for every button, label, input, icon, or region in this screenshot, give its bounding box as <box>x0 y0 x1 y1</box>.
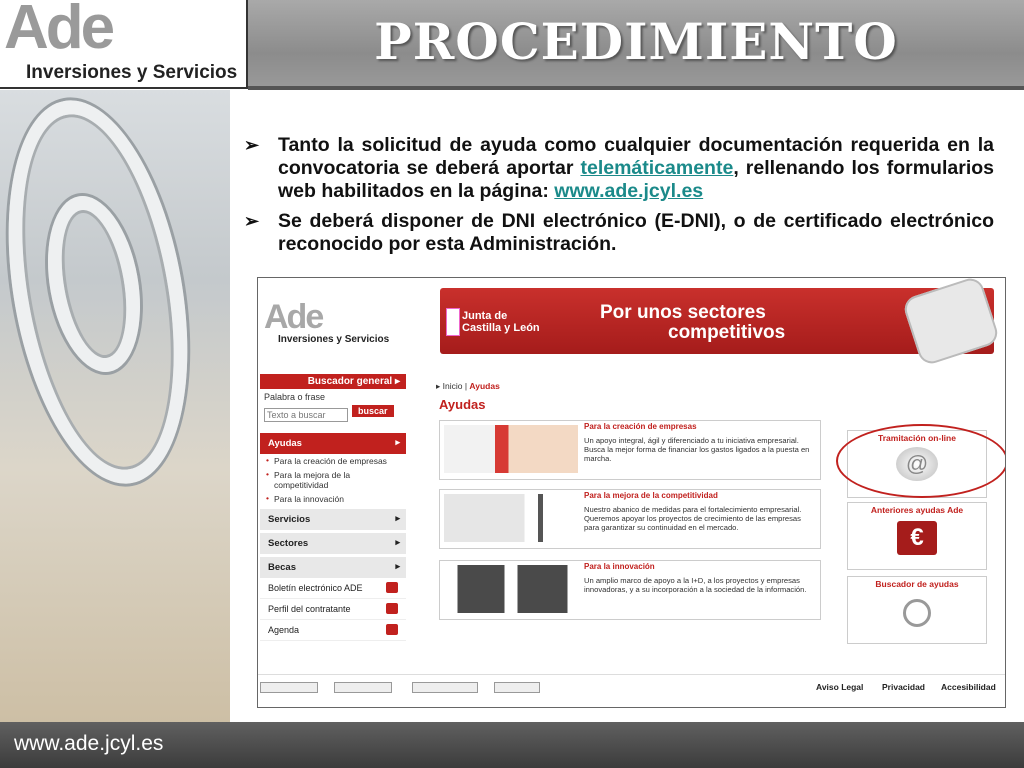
arrow-bullet-icon: ➢ <box>244 135 260 155</box>
search-label: Palabra o frase <box>264 392 326 402</box>
at-sign-photo <box>0 90 230 722</box>
jcyl-logo-text <box>462 310 540 334</box>
menu-item-ayudas[interactable] <box>260 433 406 454</box>
ade-website-link[interactable]: www.ade.jcyl.es <box>554 180 704 202</box>
calendar-icon <box>386 624 398 635</box>
anteriores-ayudas-box[interactable] <box>847 502 987 570</box>
slide-footer <box>0 722 1024 768</box>
breadcrumb-home[interactable]: Inicio <box>442 381 463 391</box>
boletin-link[interactable] <box>260 578 406 599</box>
dark-puzzle-image <box>444 565 578 613</box>
breadcrumb: ▸ Inicio | Ayudas <box>436 381 500 391</box>
aviso-legal-link[interactable]: Aviso Legal <box>816 682 864 692</box>
site-logo: Ade <box>264 298 323 336</box>
submenu-item[interactable]: • Para la mejora de la competitividad <box>260 468 406 492</box>
bullet-item <box>244 210 994 256</box>
chevron-right-icon: ▸ <box>395 561 400 571</box>
accesibilidad-link[interactable]: Accesibilidad <box>941 682 996 692</box>
submenu-item[interactable]: • Para la creación de empresas <box>260 454 406 468</box>
bullet-item <box>244 134 994 203</box>
card-title: Para la creación de empresas <box>584 422 697 431</box>
link-label: Perfil del contratante <box>268 604 351 614</box>
card-text: Nuestro abanico de medidas para el fortalecimiento empresarial. Queremos apoyar los proyectos de crecimiento de las empresas para garantizar su continuidad en el mercado. <box>584 505 802 533</box>
site-footer <box>258 674 1005 699</box>
search-input[interactable]: Texto a buscar <box>264 408 348 422</box>
agenda-link[interactable] <box>260 620 406 641</box>
site-banner <box>440 288 994 354</box>
card-competitividad[interactable] <box>439 489 821 549</box>
bullet-text: Se deberá disponer de DNI electrónico (E-DNI), o de certificado electrónico reconocido por esta Administración. <box>278 210 994 255</box>
search-header: Buscador general ▸ <box>260 374 406 389</box>
at-sign-icon: @ <box>896 447 938 481</box>
submenu-item[interactable]: • Para la innovación <box>260 492 406 506</box>
card-title: Para la innovación <box>584 562 655 571</box>
arrow-bullet-icon: ➢ <box>244 211 260 231</box>
card-text: Un amplio marco de apoyo a la I+D, a los proyectos y empresas innovadoras, y a su incorporación a la sociedad de la información. <box>584 576 807 595</box>
menu-item-servicios[interactable] <box>260 509 406 530</box>
header-divider <box>248 86 1024 90</box>
magnifier-icon <box>903 599 931 627</box>
ade-logo <box>0 0 248 89</box>
card-creacion-empresas[interactable] <box>439 420 821 480</box>
puzzle-piece-icon <box>901 277 1001 367</box>
breadcrumb-current: Ayudas <box>469 381 500 391</box>
link-label: Agenda <box>268 625 300 635</box>
chevron-right-icon: ▸ <box>395 437 400 447</box>
buscador-ayudas-box[interactable] <box>847 576 987 644</box>
logo-subtitle: Inversiones y Servicios <box>26 62 238 83</box>
perfil-contratante-link[interactable] <box>260 599 406 620</box>
logo-text: Ade <box>4 0 113 62</box>
card-text: Un apoyo integral, ágil y diferenciado a tu iniciativa empresarial. Busca la mejor forma de financiar los gastos ligados a la puesta en marcha. <box>584 436 810 464</box>
puzzle-figure-image <box>444 494 578 542</box>
euro-cert-badge <box>494 682 540 693</box>
bullet-text: , rellenando los formularios web habilitados en la página: <box>278 157 994 202</box>
menu-label: Sectores <box>268 538 309 549</box>
menu-label: Becas <box>268 562 296 573</box>
card-title: Para la mejora de la competitividad <box>584 491 718 500</box>
site-page-title: Ayudas <box>439 397 486 412</box>
bullet-list <box>244 134 994 263</box>
banner-tagline-1: Por unos sectores <box>600 302 766 323</box>
search-header-label: Buscador general <box>307 376 393 387</box>
footer-url[interactable]: www.ade.jcyl.es <box>14 732 164 755</box>
chevron-right-icon: ▸ <box>395 513 400 523</box>
chevron-right-icon: ▸ <box>395 537 400 547</box>
site-sidebar <box>260 374 406 641</box>
menu-item-becas[interactable] <box>260 557 406 578</box>
menu-label: Ayudas <box>268 438 302 449</box>
hand-puzzle-image <box>444 425 578 473</box>
wcag-badge <box>412 682 478 693</box>
menu-item-sectores[interactable] <box>260 533 406 554</box>
coat-of-arms-icon <box>446 308 460 336</box>
newsletter-icon <box>386 582 398 593</box>
jcyl-line-1: Junta de <box>462 310 508 322</box>
bullet-text: Tanto la solicitud de ayuda como cualquier documentación requerida en la convocatoria se deberá aportar <box>278 134 994 179</box>
menu-label: Servicios <box>268 514 311 525</box>
search-button[interactable]: buscar <box>352 405 394 417</box>
banner-tagline-2: competitivos <box>668 322 786 343</box>
page-title: PROCEDIMIENTO <box>374 12 898 71</box>
box-title: Tramitación on-line <box>878 433 956 443</box>
contractor-icon <box>386 603 398 614</box>
link-label: Boletín electrónico ADE <box>268 583 363 593</box>
site-logo-subtitle: Inversiones y Servicios <box>278 334 390 345</box>
privacidad-link[interactable]: Privacidad <box>882 682 925 692</box>
w3c-xhtml-badge <box>260 682 318 693</box>
telematic-link[interactable]: telemáticamente <box>580 157 734 179</box>
jcyl-line-2: Castilla y León <box>462 322 540 334</box>
w3c-css-badge <box>334 682 392 693</box>
website-screenshot <box>257 277 1006 708</box>
euro-icon: € <box>897 521 937 555</box>
highlight-oval <box>836 424 1006 498</box>
box-title: Anteriores ayudas Ade <box>870 505 964 515</box>
box-title: Buscador de ayudas <box>875 579 959 589</box>
card-innovacion[interactable] <box>439 560 821 620</box>
